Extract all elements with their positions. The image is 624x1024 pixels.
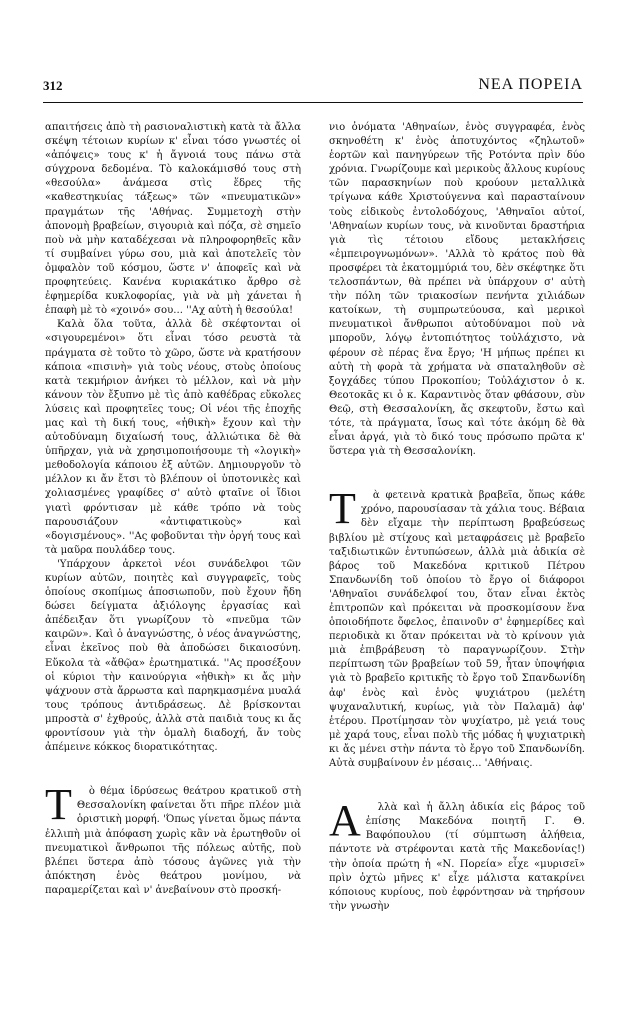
journal-title: ΝΕΑ ΠΟΡΕΙΑ xyxy=(478,76,583,93)
drop-cap: Τ xyxy=(45,780,72,830)
left-paragraph-1: απαιτήσεις ἀπὸ τὴ ρασιοναλιστικὴ κατὰ τὰ ἄλλα σκέψη τέτοιων κυρίων κ' εἶναι τόσο γνωστές οἱ «ἀπόψεις» τους κ' ἡ ἄγνοιά τους πάνω στὰ σύγχρονα δεδομένα. Τὸ καλοκάμισθό τους στὴ «θεσούλα» ἀνάμεσα στὶς ἕδρες τῆς «καθεστηκυίας τάξεως» τῶν «πνευματικῶν» πραγμάτων τῆς 'Αθήνας. Συμμετοχὴ στὴν ἀπονομὴ βραβείων, σιγουριὰ καὶ πόζα, σὲ σημεῖο ποὺ νὰ μὴν καταδέχεσαι νὰ πληροφορηθεῖς κἂν τί συμβαίνει γύρω σου, μιὰ καὶ ἀποτελεῖς τὸν ὀμφαλὸν τοῦ κόσμου, ὥστε ν' ἀποφεῖς καὶ νὰ προφητεύεις. Κανένα κυριακάτικο ἄρθρο σὲ ἐφημερίδα κυκλοφορίας, γιὰ νὰ μὴ χάνεται ἡ ἐπαφὴ μὲ τὸ «χοινό» σου... ''Αχ αὐτὴ ἡ θεσούλα! xyxy=(45,122,301,317)
awards-section xyxy=(329,484,585,771)
injustice-section xyxy=(329,796,585,914)
page-number: 312 xyxy=(43,78,63,93)
left-paragraph-2: Καλὰ ὅλα τοῦτα, ἀλλὰ δὲ σκέφτονται οἱ «σιγουρεμένοι» ὅτι εἶναι τόσο ρευστὰ τὰ πράγματα σὲ τοῦτο τὸ χῶρο, ὥστε νὰ κρατήσουν κάποια «πισινὴ» γιὰ τοὺς νέους, στοὺς ὁποίους κατὰ τεκμήριον ἀνήκει τὸ μέλλον, καὶ νὰ μὴν κάνουν τὸν ἔξυπνο μὲ τὶς ἀπὸ καθέδρας εὔκολες λύσεις καὶ προφητεῖες τους; Οἱ νέοι τῆς ἐποχῆς μας καὶ τὴ δική τους, «ἠθικὴ» ἔχουν καὶ τὴν αὐτοδύναμη διχαίωσή τους, ἀλλιώτικα δὲ θὰ ὑπῆρχαν, γιὰ νὰ χρησιμοποιήσουμε τὴ «λογικὴ» μεθοδολογία κάποιου ἐξ αὐτῶν. Δημιουργοῦν τὸ μέλλον κι ἄν ἔτσι τὸ βλέπουν οἱ ὑποτονικὲς καὶ χολιασμένες γραφίδες σ' αὐτὸ φταῖνε οἱ ἴδιοι γιατὶ φρόντισαν μὲ κάθε τρόπο νὰ τοὺς παρουσιάζουν «ἀντιφατικοὺς» καὶ «δογισμένους». ''Ας φοβοῦνται τὴν ὀργή τους καὶ τὰ μαῦρα πουλάδερ τους. xyxy=(45,319,301,556)
drop-cap: Α xyxy=(329,796,361,846)
right-column xyxy=(329,121,585,914)
header-rule xyxy=(43,102,583,103)
drop-cap: Τ xyxy=(329,484,356,534)
theatre-paragraph: ὸ θέμα ἱδρύσεως θεάτρου κρατικοῦ στὴ Θεσσαλονίκη φαίνεται ὅτι πῆρε πλέον μιὰ ὁριστικὴ μορφή. 'Όπως γίνεται ὅμως πάντα ἐλλιπὴ μιὰ ἀπόφαση χωρὶς κἂν νὰ ἐρωτηθοῦν οἱ πνευματικοὶ ἄνθρωποι τῆς πόλεως αὐτῆς, ποὺ βλέπει ὕστερα ἀπὸ τόσους ἀγῶνες γιὰ τὴν ἀπόκτηση ἑνὸς θεάτρου μονίμου, νὰ παραμερίζεται καὶ ν' ἀνεβαίνουν στὸ προσκή- xyxy=(45,786,301,896)
right-paragraph-1: νιο ὀνόματα 'Αθηναίων, ἑνὸς συγγραφέα, ἑνὸς σκηνοθέτη κ' ἑνὸς ἀποτυχόντος «ζηλωτοῦ» ἑορτῶν καὶ πανηγύρεων τῆς Ροτόντα πρὶν δύο χρόνια. Γνωρίζουμε καὶ μερικοὺς ἄλλους κυρίους τῶν παρασκηνίων ποὺ κρούουν μεταλλικὰ τρίγωνα κάθε Χριστούγεννα καὶ παρασταίνουν τοὺς εἰδικοὺς ἐντολοδόχους, 'Αθηναῖοι αὐτοί, 'Αθηναίων κυρίων τους, νὰ κινοῦνται δραστήρια γιὰ τὶς τέτοιου εἴδους μετακλήσεις «ἐμπειρογνωμόνων». 'Αλλὰ τὸ κράτος ποὺ θὰ προσφέρει τὰ ἑκατομμύριά του, δὲν σκέφτηκε ὅτι τελοσπάντων, θὰ πρέπει νὰ ὑπάρχουν σ' αὐτὴ τὴν πόλη τῶν τριακοσίων πενήντα χιλιάδων κατοίκων, τὴ συμπρωτεύουσα, καὶ μερικοὶ πνευματικοὶ ἄνθρωποι αὐτοδύναμοι ποὺ νὰ μποροῦν, λόγῳ ἐντοπιότητος τοὐλάχιστο, νὰ φέρουν σὲ πέρας ἕνα ἔργο; 'Η μήπως πρέπει κι αὐτὴ τὴ φορὰ τὰ χρήματα νὰ σπαταληθοῦν σὲ ξογχάδες τύπου Προκοπίου; Τοὐλάχιστον ὁ κ. Θεοτοκᾶς κι ὁ κ. Καραντινὸς ὅταν φθάσουν, σὺν Θεῷ, στὴ Θεσσαλονίκη, ἄς σκεφτοῦν, ἔστω καὶ τότε, τὰ πράγματα, ἴσως καὶ τότε ἀκόμη δὲ θὰ εἶναι ἀργά, γιὰ τὸ δικό τους πρόσωπο πρῶτα κ' ὕστερα γιὰ τὴ Θεσσαλονίκη. xyxy=(329,122,585,458)
left-column xyxy=(45,121,301,898)
theatre-section xyxy=(45,780,301,898)
awards-paragraph: ὰ φετεινὰ κρατικὰ βραβεῖα, ὅπως κάθε χρόνο, παρουσίασαν τὰ χάλια τους. Βέβαια δὲν εἴχαμε τὴν περίπτωση βραβεύσεως βιβλίου μὲ στίχους καὶ μεταφράσεις μὲ βραβεῖο ταξιδιωτικῶν ἐντυπώσεων, ἀλλὰ μιὰ ἀδικία σὲ βάρος τοῦ Μακεδόνα κριτικοῦ Πέτρου Σπανδωνίδη τοῦ ὁποίου τὸ ἔργο οἱ διάφοροι 'Αθηναῖοι συνάδελφοί του, ὅταν εἶναι ἐκτὸς ἐπιτροπῶν καὶ πρόκειται νὰ προσκομίσουν ἕνα ὁποιοδήποτε ὄφελος, ἐπαινοῦν σ' ἐφημερίδες καὶ περιοδικὰ κι ὅταν πρόκειται νὰ τὸ κρίνουν γιὰ μιὰ ἐπιβράβευση τὸ παραγνωρίζουν. Στὴν περίπτωση τῶν βραβείων τοῦ 59, ἦταν ὑποψήφια γιὰ τὸ βραβεῖο κριτικῆς τὸ ἔργο τοῦ Σπανδωνίδη ἀφ' ἑνὸς καὶ ἑνὸς ψυχιάτρου (μελέτη ψυχαναλυτική, κυρίως, γιὰ τὸν Παλαμᾶ) ἀφ' ἑτέρου. Προτίμησαν τὸν ψυχίατρο, μὲ γειά τους μὲ χαρά τους, εἶναι πολὺ τῆς μόδας ἡ ψυχιατρικὴ κι ἄς μένει στὴν πάντα τὸ ἔργο τοῦ Σπανδωνίδη. Αὐτὰ συμβαίνουν ἐν μέσαις... 'Αθήναις. xyxy=(329,490,585,770)
injustice-paragraph: λλὰ καὶ ἡ ἄλλη ἀδικία εἰς βάρος τοῦ ἐπίσης Μακεδόνα ποιητῆ Γ. Θ. Βαφόπουλου (τί σύμπτωση ἀλήθεια, πάντοτε νὰ στρέφονται κατὰ τῆς Μακεδονίας!) τὴν ὁποία πρώτη ἡ «Ν. Πορεία» εἶχε «μυρισεῖ» πρὶν ὀχτὼ μῆνες κ' εἶχε μάλιστα κατακρίνει κόποιους κυρίους, ποὺ ἐφρόντησαν νὰ τηρήσουν τὴν γνωσὴν xyxy=(329,802,585,912)
left-paragraph-3: 'Υπάρχουν ἀρκετοὶ νέοι συνάδελφοι τῶν κυρίων αὐτῶν, ποιητὲς καὶ συγγραφεῖς, τοὺς ὁποίους σκοπίμως ἀποσιωποῦν, ποὺ ἔχουν ἤδη δώσει δείγματα ἀξιόλογης ἐργασίας καὶ ἀπέδειξαν ὅτι γνωρίζουν τὸ «πνεῦμα τῶν καιρῶν». Καὶ ὁ ἀναγνώστης, ὁ νέος ἀναγνώστης, εἶναι ἐκεῖνος ποὺ θὰ ἀποδώσει δικαιοσύνη. Εὔκολα τὰ «ἄθῷα» ἐρωτηματικά. ''Ας προσέξουν οἱ κύριοι τὴν καινούργια «ἠθικὴ» κι ἄς μὴν ψάχνουν στὰ ἄρρωστα καὶ παρηκμασμένα μυαλά τους τρόπους ἀντιδράσεως. Δὲ βρίσκονται μπροστὰ σ' ἐχθρούς, ἀλλὰ στὰ παιδιὰ τους κι ἄς φροντίσουν γιὰ τὴν ὁμαλὴ διαδοχή, ἄν τοὺς ἀπέμεινε κόκκος διορατικότητας. xyxy=(45,558,301,754)
